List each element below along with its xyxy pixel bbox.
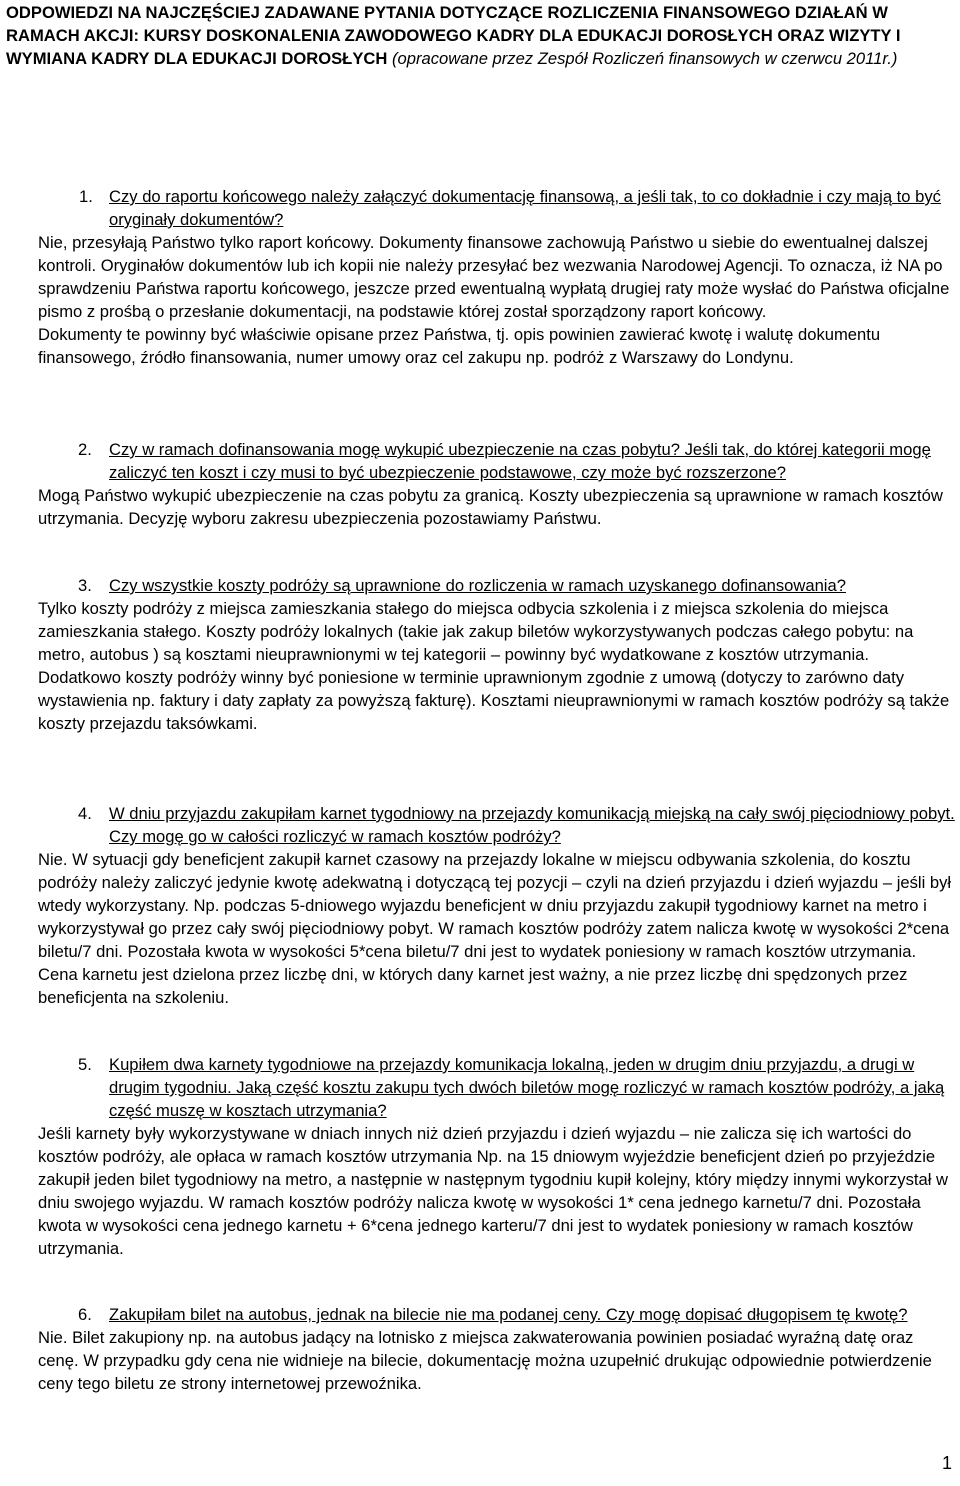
- qa-item-6: [38, 1303, 956, 1395]
- qa-item-5: [38, 1053, 956, 1260]
- answer-6: Nie. Bilet zakupiony np. na autobus jadący na lotnisko z miejsca zakwaterowania powinien posiadać wyraźną datę oraz cenę. W przypadku gdy cena nie widnieje na bilecie, dokumentację można uzupełnić drukując odpowiednie potwierdzenie ceny tego biletu ze strony internetowej przewoźnika.: [38, 1328, 932, 1393]
- document-header: [6, 1, 956, 70]
- question-3: [38, 574, 956, 597]
- qa-item-3: [38, 574, 956, 735]
- answer-2: Mogą Państwo wykupić ubezpieczenie na czas pobytu za granicą. Koszty ubezpieczenia są uprawnione w ramach kosztów utrzymania. Decyzję wyboru zakresu ubezpieczenia pozostawiamy Państwu.: [38, 486, 943, 528]
- qa-item-2: [38, 438, 956, 530]
- header-title: ODPOWIEDZI NA NAJCZĘŚCIEJ ZADAWANE PYTANIA DOTYCZĄCE ROZLICZENIA FINANSOWEGO DZIAŁAŃ W RAMACH AKCJI: KURSY DOSKONALENIA ZAWODOWEGO KADRY DLA EDUKACJI DOROSŁYCH ORAZ WIZYTY I WYMIANA KADRY DLA EDUKACJI DOROSŁYCH: [6, 3, 901, 68]
- question-text-1: Czy do raportu końcowego należy załączyć dokumentację finansową, a jeśli tak, to co dokładnie i czy mają to być oryginały dokumentów?: [109, 187, 941, 229]
- question-1: [38, 185, 956, 231]
- question-text-3: Czy wszystkie koszty podróży są uprawnione do rozliczenia w ramach uzyskanego dofinansowania?: [109, 576, 846, 595]
- question-number-4: 4.: [78, 804, 92, 823]
- question-text-4: W dniu przyjazdu zakupiłam karnet tygodniowy na przejazdy komunikacją miejską na cały swój pięciodniowy pobyt. Czy mogę go w całości rozliczyć w ramach kosztów podróży?: [109, 804, 955, 846]
- question-6: [38, 1303, 956, 1326]
- question-text-5: Kupiłem dwa karnety tygodniowe na przejazdy komunikacja lokalną, jeden w drugim dniu przyjazdu, a drugi w drugim tygodniu. Jaką część kosztu zakupu tych dwóch biletów mogę rozliczyć w ramach kosztów podróży, a jaką część muszę w kosztach utrzymania?: [109, 1055, 945, 1120]
- question-5: [38, 1053, 956, 1122]
- question-2: [38, 438, 956, 484]
- question-text-6: Zakupiłam bilet na autobus, jednak na bilecie nie ma podanej ceny. Czy mogę dopisać długopisem tę kwotę?: [109, 1305, 908, 1324]
- answer-5: Jeśli karnety były wykorzystywane w dniach innych niż dzień przyjazdu i dzień wyjazdu – nie zalicza się ich wartości do kosztów podróży, ale opłaca w ramach kosztów utrzymania Np. na 15 dniowym wyjeździe beneficjent dzień po przyjeździe zakupił jeden bilet tygodniowy na metro, a następnie w następnym tygodniu kupił kolejny, który między innymi wykorzystał w dniu swojego wyjazdu. W ramach kosztów podróży nalicza kwotę w wysokości 1* cena jednego karnetu/7 dni. Pozostała kwota w wysokości cena jednego karnetu + 6*cena jednego karteru/7 dni jest to wydatek poniesiony w ramach kosztów utrzymania.: [38, 1124, 949, 1258]
- question-number-3: 3.: [78, 576, 92, 595]
- question-number-5: 5.: [78, 1055, 92, 1074]
- answer-1: Nie, przesyłają Państwo tylko raport końcowy. Dokumenty finansowe zachowują Państwo u siebie do ewentualnej dalszej kontroli. Oryginałów dokumentów lub ich kopii nie należy przesyłać bez wezwania Narodowej Agencji. To oznacza, iż NA po sprawdzeniu Państwa raportu końcowego, jeszcze przed ewentualną wypłatą drugiej raty może wysłać do Państwa oficjalne pismo z prośbą o przesłanie dokumentacji, na podstawie której został sporządzony raport końcowy.: [38, 233, 950, 321]
- question-number-6: 6.: [78, 1305, 92, 1324]
- question-text-2: Czy w ramach dofinansowania mogę wykupić ubezpieczenie na czas pobytu? Jeśli tak, do której kategorii mogę zaliczyć ten koszt i czy musi to być ubezpieczenie podstawowe, czy może być rozszerzone?: [109, 440, 931, 482]
- question-number-1: 1.: [79, 187, 93, 206]
- header-note: (opracowane przez Zespół Rozliczeń finansowych w czerwcu 2011r.): [391, 49, 898, 68]
- answer-1-part-2: Dokumenty te powinny być właściwie opisane przez Państwa, tj. opis powinien zawierać kwotę i walutę dokumentu finansowego, źródło finansowania, numer umowy oraz cel zakupu np. podróż z Warszawy do Londynu.: [38, 325, 881, 367]
- question-number-2: 2.: [78, 440, 92, 459]
- question-4: [38, 802, 956, 848]
- answer-4: Nie. W sytuacji gdy beneficjent zakupił karnet czasowy na przejazdy lokalne w miejscu odbywania szkolenia, do kosztu podróży należy zaliczyć jedynie kwotę adekwatną i dotyczącą tej pozycji – czyli na dzień przyjazdu i dzień wyjazdu – jeśli był wtedy wykorzystany. Np. podczas 5-dniowego wyjazdu beneficjent w dniu przyjazdu zakupił tygodniowy karnet na metro i wykorzystywał go przez cały swój pięciodniowy pobyt. W ramach kosztów podróży zatem nalicza kwotę w wysokości 2*cena biletu/7 dni. Pozostała kwota w wysokości 5*cena biletu/7 dni jest to wydatek poniesiony w ramach kosztów utrzymania. Cena karnetu jest dzielona przez liczbę dni, w których dany karnet jest ważny, a nie przez liczbę dni spędzonych przez beneficjenta na szkoleniu.: [38, 850, 952, 1007]
- page-number: 1: [941, 1453, 952, 1473]
- qa-item-1: [38, 185, 956, 369]
- answer-3: Tylko koszty podróży z miejsca zamieszkania stałego do miejsca odbycia szkolenia i z miejsca szkolenia do miejsca zamieszkania stałego. Koszty podróży lokalnych (takie jak zakup biletów wykorzystywanych podczas całego pobytu: na metro, autobus ) są kosztami nieuprawnionymi w tej kategorii – powinny być wydatkowane z kosztów utrzymania. Dodatkowo koszty podróży winny być poniesione w terminie uprawnionym zgodnie z umową (dotyczy to zarówno daty wystawienia np. faktury i daty zapłaty za powyższą fakturę). Kosztami nieuprawnionymi w ramach kosztów podróży są także koszty przejazdu taksówkami.: [38, 599, 950, 733]
- qa-item-4: [38, 802, 956, 1009]
